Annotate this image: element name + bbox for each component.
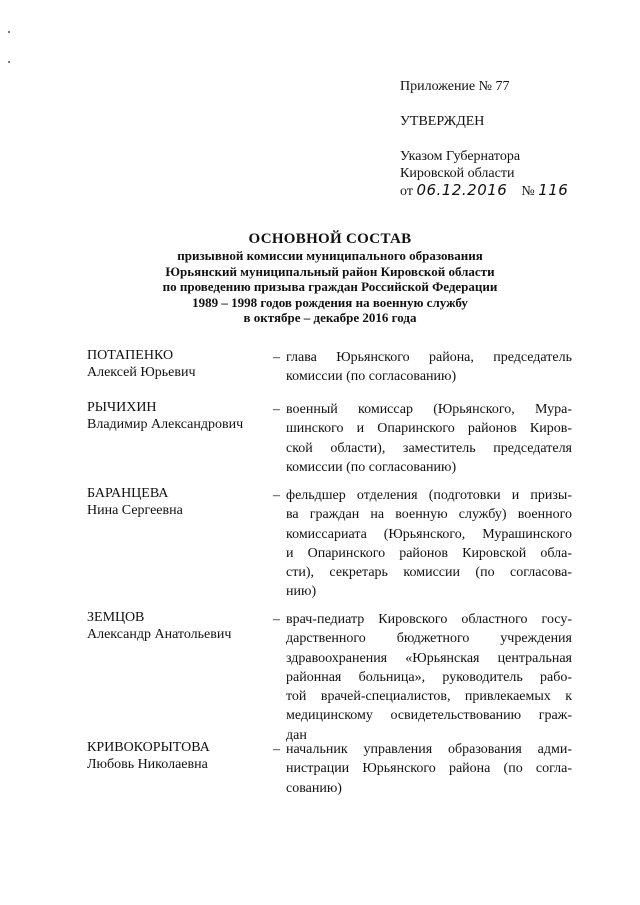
title-sub-line: Юрьянский муниципальный район Кировской области (165, 263, 495, 279)
role-line: комиссии (по согласованию) (286, 369, 457, 385)
member-role (286, 348, 572, 387)
appendix-number: Приложение № 77 (400, 79, 510, 94)
document-title (80, 230, 580, 326)
member-dash: – (273, 742, 280, 757)
number-prefix: № (521, 184, 535, 199)
approval-stamp-block (400, 78, 620, 200)
member-given-names: Любовь Николаевна (87, 756, 208, 772)
handwritten-number: 116 (538, 181, 569, 199)
role-line: медицинскому освидетельствованию граж- (286, 708, 572, 724)
role-line: врач-педиатр Кировского областного госу- (286, 612, 572, 627)
title-sub-line: призывной комиссии муниципального образования (177, 248, 483, 263)
role-line: фельдшер отделения (подготовки и призы- (286, 488, 572, 503)
decree-date-number (400, 182, 620, 200)
scan-speck (8, 61, 10, 63)
role-line: глава Юрьянского района, председатель (286, 350, 572, 365)
member-role (286, 400, 572, 477)
handwritten-date: 06.12.2016 (416, 181, 508, 199)
member-given-names: Владимир Александрович (87, 416, 244, 432)
title-sub-line: в октябре – декабре 2016 года (243, 310, 417, 325)
member-surname: РЫЧИХИН (87, 400, 157, 415)
role-line: начальник управления образования адми- (286, 742, 572, 757)
role-line: здравоохранения «Юрьянская центральная (286, 650, 572, 666)
role-line: нию) (286, 584, 317, 600)
role-line: шинского и Опаринского районов Киров- (286, 421, 572, 437)
role-line: военный комиссар (Юрьянского, Мура- (286, 402, 572, 417)
member-surname: ПОТАПЕНКО (87, 348, 174, 363)
role-line: ва граждан на военную службу) военного (286, 507, 572, 523)
title-sub-line: по проведению призыва граждан Российской Федерации (162, 279, 498, 294)
role-line: комиссариата (Юрьянского, Мурашинского (286, 526, 572, 542)
role-line: комиссии (по согласованию) (286, 459, 457, 475)
member-given-names: Алексей Юрьевич (87, 364, 196, 380)
member-name (87, 400, 272, 433)
member-role (286, 740, 572, 798)
role-line: сти), секретарь комиссии (по согласова- (286, 565, 572, 581)
member-dash: – (273, 350, 280, 365)
member-given-names: Александр Анатольевич (87, 626, 232, 642)
member-dash: – (273, 612, 280, 627)
role-line: той врачей-специалистов, привлекаемых к (286, 689, 572, 705)
title-main: ОСНОВНОЙ СОСТАВ (248, 231, 412, 247)
role-line: сованию) (286, 780, 342, 796)
from-prefix: от (400, 184, 413, 199)
member-name (87, 740, 272, 773)
role-line: дарственного бюджетного учреждения (286, 631, 572, 647)
role-line: районная больница», руководитель рабо- (286, 669, 572, 685)
member-surname: ЗЕМЦОВ (87, 610, 145, 625)
decree-line-2: Кировской области (400, 166, 515, 181)
member-given-names: Нина Сергеевна (87, 502, 183, 518)
member-name (87, 348, 272, 381)
role-line: дан (286, 727, 307, 743)
member-surname: КРИВОКОРЫТОВА (87, 740, 210, 755)
role-line: ской области), заместитель председателя (286, 440, 572, 456)
member-dash: – (273, 488, 280, 503)
decree-line-1: Указом Губернатора (400, 149, 521, 164)
member-name (87, 486, 272, 519)
member-role (286, 486, 572, 602)
role-line: нистрации Юрьянского района (по согла- (286, 761, 572, 777)
approved-label: УТВЕРЖДЕН (400, 114, 485, 129)
title-sub-line: 1989 – 1998 годов рождения на военную службу (192, 294, 468, 310)
member-name (87, 610, 272, 643)
role-line: и Опаринского районов Кировской обла- (286, 545, 572, 561)
member-dash: – (273, 402, 280, 417)
member-surname: БАРАНЦЕВА (87, 486, 169, 501)
member-role (286, 610, 572, 745)
scan-speck (8, 31, 10, 33)
